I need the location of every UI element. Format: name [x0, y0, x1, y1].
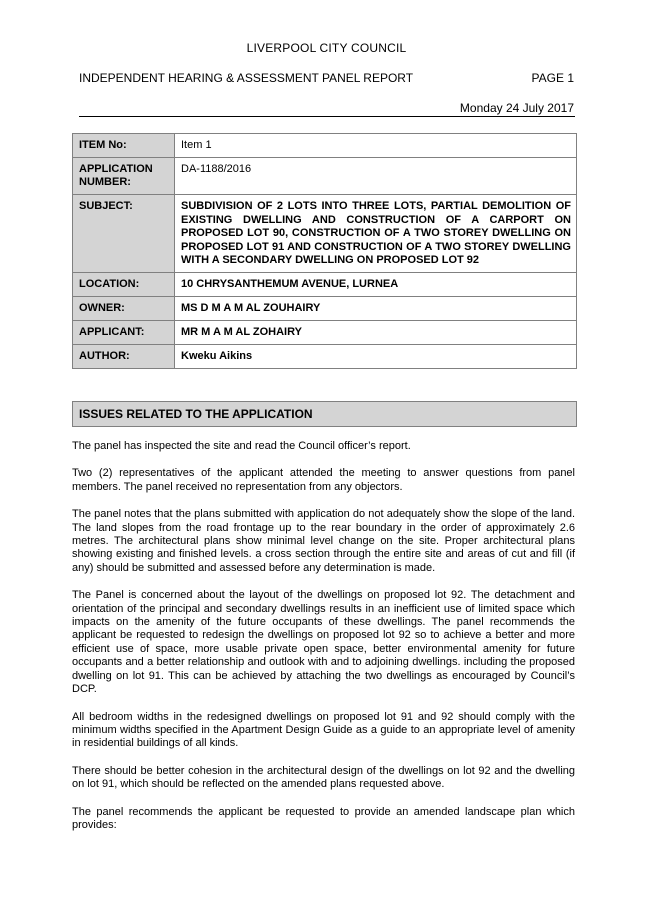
- issues-heading-bar: [72, 401, 577, 427]
- paragraph: The panel notes that the plans submitted with application do not adequately show the slope of the land. The land slopes from the road frontage up to the rear boundary in the order of approximately 2.6 metres. The architectural plans show minimal level change on the site. Proper architectural plans showing existing and finished levels. a cross section through the entire site and areas of cut and fill (if any) should be submitted and assessed before any determination is made.: [72, 508, 575, 574]
- owner-label: OWNER:: [73, 296, 175, 320]
- owner-value: MS D M A M AL ZOUHAIRY: [175, 296, 577, 320]
- item-no-value: Item 1: [175, 134, 577, 158]
- council-name: LIVERPOOL CITY COUNCIL: [246, 41, 407, 55]
- subject-value: SUBDIVISION OF 2 LOTS INTO THREE LOTS, PARTIAL DEMOLITION OF EXISTING DWELLING AND CONSTRUCTION OF A CARPORT ON PROPOSED LOT 90, CONSTRUCTION OF A TWO STOREY DWELLING ON PROPOSED LOT 91 AND CONSTRUCTION OF A TWO STOREY DWELLING WITH A SECONDARY DWELLING ON PROPOSED LOT 92: [175, 195, 577, 273]
- applicant-label: APPLICANT:: [73, 320, 175, 344]
- paragraph: The Panel is concerned about the layout of the dwellings on proposed lot 92. The detachment and orientation of the principal and secondary dwellings results in an inefficient use of limited space which impacts on the amenity of the future occupants of these dwellings. The panel recommends the applicant be requested to redesign the dwellings on proposed lot 92 so to achieve a better and more efficient use of space, more usable private open space, better environmental amenity for future occupants and a better relationship and outlook with and to adjoining dwellings. including the proposed dwelling on lot 91. This can be achieved by attaching the two dwellings as encouraged by Council’s DCP.: [72, 589, 575, 696]
- subject-label: SUBJECT:: [73, 195, 175, 273]
- applicant-value: MR M A M AL ZOHAIRY: [175, 320, 577, 344]
- paragraph: The panel recommends the applicant be requested to provide an amended landscape plan which provides:: [72, 805, 575, 831]
- application-info-table: [72, 133, 577, 369]
- paragraph: Two (2) representatives of the applicant attended the meeting to answer questions from panel members. The panel received no representation from any objectors.: [72, 467, 575, 493]
- report-title: INDEPENDENT HEARING & ASSESSMENT PANEL REPORT: [79, 71, 414, 85]
- location-label: LOCATION:: [73, 272, 175, 296]
- application-number-value: DA-1188/2016: [175, 158, 577, 195]
- issues-body: [72, 440, 575, 846]
- table-row: [73, 134, 577, 158]
- paragraph: All bedroom widths in the redesigned dwellings on proposed lot 91 and 92 should comply with the minimum widths specified in the Apartment Design Guide as a guide to an appropriate level of amenity in residential buildings of all kinds.: [72, 710, 575, 750]
- page-number: PAGE 1: [531, 71, 574, 85]
- application-number-label: APPLICATION NUMBER:: [73, 158, 175, 195]
- report-date: Monday 24 July 2017: [459, 101, 574, 115]
- table-row: [73, 320, 577, 344]
- item-no-label: ITEM No:: [73, 134, 175, 158]
- location-value: 10 CHRYSANTHEMUM AVENUE, LURNEA: [175, 272, 577, 296]
- table-row: [73, 272, 577, 296]
- paragraph: There should be better cohesion in the architectural design of the dwellings on lot 92 and the dwelling on lot 91, which should be reflected on the amended plans requested above.: [72, 764, 575, 791]
- author-label: AUTHOR:: [73, 344, 175, 368]
- table-row: [73, 195, 577, 273]
- issues-heading: ISSUES RELATED TO THE APPLICATION: [79, 407, 313, 421]
- header-divider: [79, 116, 575, 117]
- table-row: [73, 158, 577, 195]
- table-row: [73, 344, 577, 368]
- paragraph: The panel has inspected the site and read the Council officer’s report.: [72, 440, 411, 452]
- table-row: [73, 296, 577, 320]
- author-value: Kweku Aikins: [175, 344, 577, 368]
